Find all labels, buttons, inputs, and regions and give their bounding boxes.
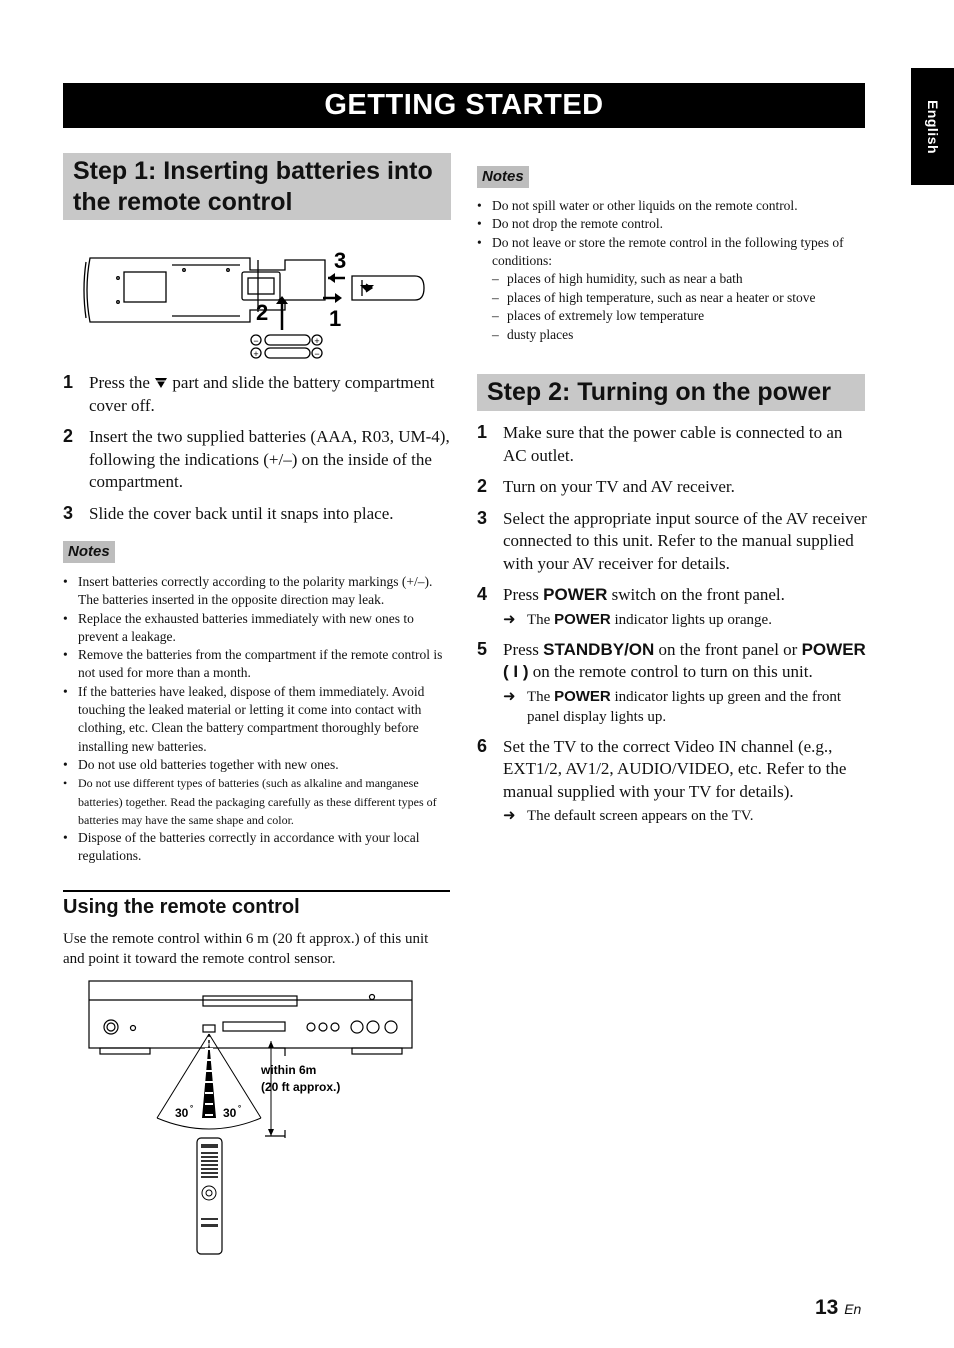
list-item: – places of extremely low temperature [477,307,869,326]
list-item: • Do not drop the remote control. [477,215,869,233]
list-item: – places of high humidity, such as near a bath [477,270,869,289]
step-number: 1 [477,422,488,442]
svg-text:°: ° [190,1104,194,1113]
result-note: ➜ The POWER indicator lights up orange. [503,610,772,628]
list-item: – places of high temperature, such as near a heater or stove [477,289,869,308]
list-item: 5 Press STANDBY/ON on the front panel or POWER ( I ) on the remote control to turn on this unit. ➜ The POWER indicator lights up green and the front panel display lights up. [477,638,866,725]
list-item: • Replace the exhausted batteries immediately with new ones to prevent a leakage. [63,610,455,647]
result-arrow-icon: ➜ [503,688,516,705]
step2-heading: Step 2: Turning on the power [477,374,865,411]
list-item: • Do not use different types of batteries (such as alkaline and manganese batteries) together. Read the packaging carefully as these different types of batteries may have the same shape and color. [63,774,455,829]
language-tab-label: English [924,99,941,154]
step-number: 6 [477,735,488,756]
distance-label: within 6m [261,1063,317,1077]
remote-range-figure [85,978,420,1260]
list-item: 2 Turn on your TV and AV receiver. [477,476,735,496]
step-number: 5 [477,638,488,659]
svg-text:+: + [314,336,320,346]
list-item: 1 Make sure that the power cable is connected to an AC outlet. [477,422,843,465]
list-item: 1 Press the part and slide the battery compartment cover off. [63,372,435,415]
result-note: ➜ The default screen appears on the TV. [503,808,754,824]
list-item: – dusty places [477,326,869,345]
step-number: 1 [63,372,74,392]
step1-heading-line1: Step 1: Inserting batteries into [73,157,433,185]
svg-text:°: ° [238,1104,242,1113]
angle-label-right: 30 [223,1106,237,1120]
list-item: 2 Insert the two supplied batteries (AAA, R03, UM-4), following the indications (+/–) on the inside of the compartment. [63,426,450,491]
svg-text:−: − [253,336,259,346]
list-item: • Do not leave or store the remote control in the following types of conditions: [477,234,869,271]
remote-use-heading: Using the remote control [63,896,300,918]
result-arrow-icon: ➜ [503,611,516,628]
remote-notes-list [477,197,869,270]
step1-heading [63,153,451,220]
distance-label-approx: (20 ft approx.) [261,1080,341,1094]
conditions-list [477,270,869,344]
notes-label: Notes [63,541,115,563]
language-tab [911,68,954,185]
page-banner-title: GETTING STARTED [63,83,865,128]
list-item: • If the batteries have leaked, dispose of them immediately. Avoid touching the leaked material or letting it come into contact with clothing, etc. Clean the battery compartment thoroughly before installing new batteries. [63,683,455,756]
result-arrow-icon: ➜ [503,808,516,824]
figure-label-3: 3 [334,248,347,273]
angle-label-left: 30 [175,1106,189,1120]
list-item: 3 Slide the cover back until it snaps into place. [63,502,394,523]
step-number: 3 [63,502,74,523]
step-number: 2 [477,476,488,496]
result-note: ➜ The POWER indicator lights up green and the front panel display lights up. [503,687,842,725]
step-number: 3 [477,507,488,528]
svg-text:−: − [314,349,320,359]
list-item: • Remove the batteries from the compartment if the remote control is not used for more than a month. [63,646,455,683]
step2-instructions [477,422,867,835]
down-arrow-icon [154,377,168,389]
list-item: • Dispose of the batteries correctly in accordance with your local regulations. [63,829,455,866]
list-item: 4 Press POWER switch on the front panel. ➜ The POWER indicator lights up orange. [477,584,867,630]
svg-text:+: + [253,349,259,359]
battery-notes-list [63,573,455,866]
power-switch-label: POWER [543,585,608,604]
remote-power-button-label: POWER ( I ) [503,639,866,681]
figure-label-1: 1 [329,306,342,331]
list-item: • Insert batteries correctly according to the polarity markings (+/–). The batteries inserted in the opposite direction may leak. [63,573,455,610]
remote-notes [477,197,869,345]
remote-use-text: Use the remote control within 6 m (20 ft approx.) of this unit and point it toward the remote control sensor. [63,931,429,967]
figure-label-2: 2 [256,300,269,325]
battery-insertion-figure [80,240,430,365]
step-number: 4 [477,584,488,604]
list-item: • Do not spill water or other liquids on the remote control. [477,197,869,215]
step-number: 2 [63,426,74,446]
list-item: 3 Select the appropriate input source of the AV receiver connected to this unit. Refer to the manual supplied with your AV receiver for details. [477,507,867,573]
list-item: 6 Set the TV to the correct Video IN channel (e.g., EXT1/2, AV1/2, AUDIO/VIDEO, etc. Refer to the manual supplied with your TV for details). ➜ The default screen appears on the TV. [477,736,867,827]
step1-instructions [63,372,453,534]
standby-button-label: STANDBY/ON [543,639,655,659]
step1-heading-line2: the remote control [73,188,293,216]
notes-label: Notes [477,166,529,188]
page-number: 13 En [815,1296,862,1319]
section-divider [63,890,450,892]
list-item: • Do not use old batteries together with new ones. [63,756,455,774]
